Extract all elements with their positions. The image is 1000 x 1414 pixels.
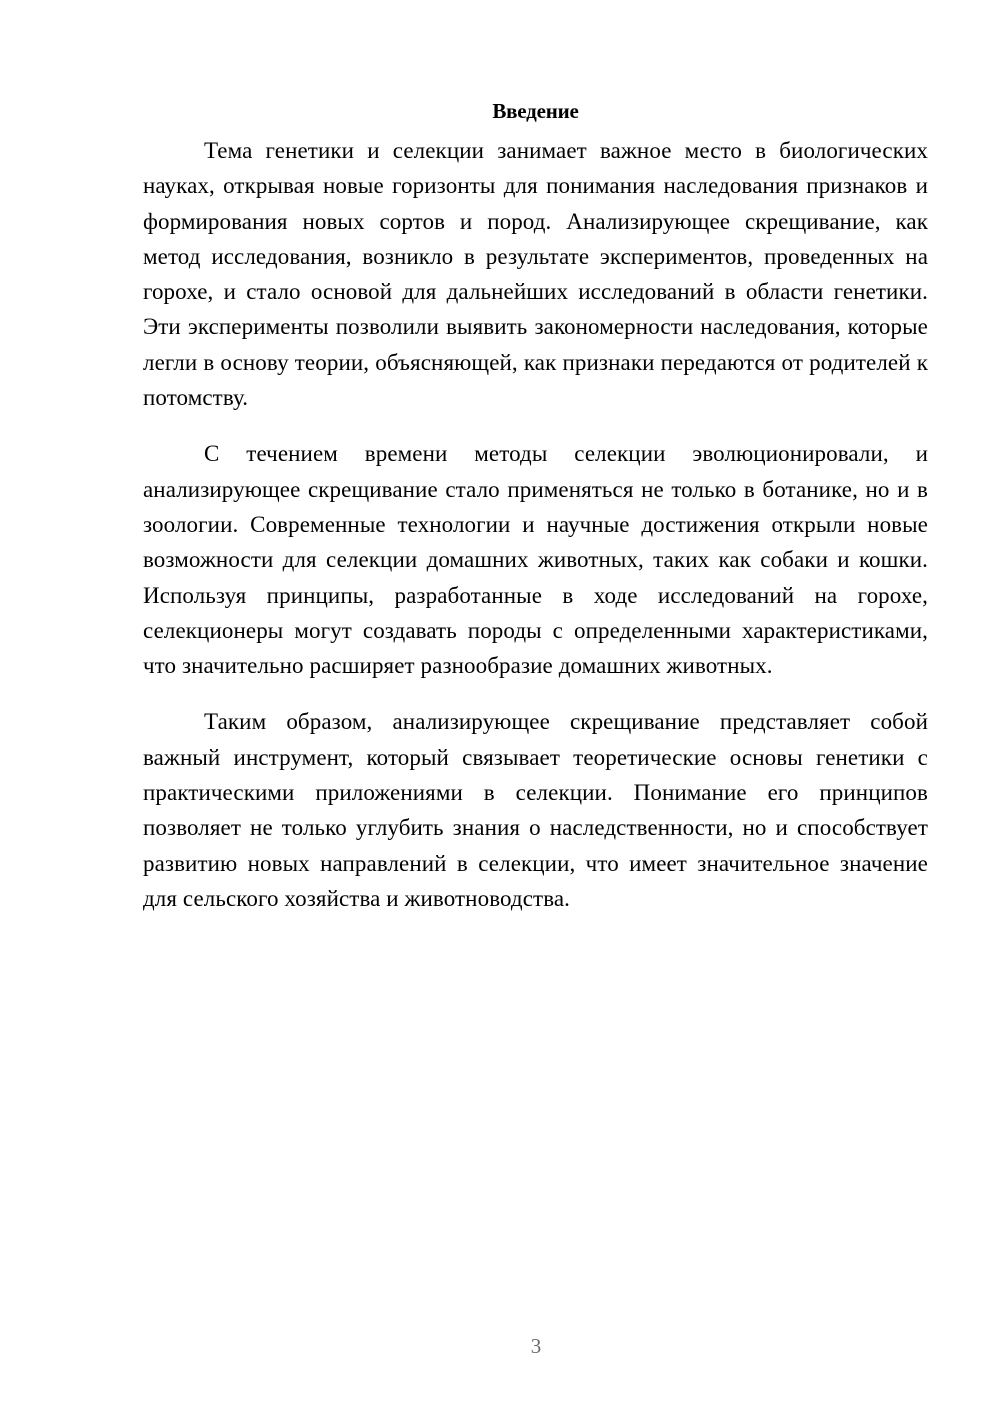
section-title: Введение bbox=[492, 99, 579, 123]
page-number: 3 bbox=[530, 1334, 542, 1358]
paragraph-3: Таким образом, анализирующее скрещивание представляет собой важный инструмент, который связывает теоретические основы генетики с практическими приложениями в селекции. Понимание его принципов позволяет не только углубить знания о наследственности, но и способствует развитию новых направлений в селекции, что имеет значительное значение для сельского хозяйства и животноводства. bbox=[143, 709, 928, 911]
page-content bbox=[143, 95, 928, 916]
paragraph-1: Тема генетики и селекции занимает важное место в биологических науках, открывая новые горизонты для понимания наследования признаков и формирования новых сортов и пород. Анализирующее скрещивание, как метод исследования, возникло в результате экспериментов, проведенных на горохе, и стало основой для дальнейших исследований в области генетики. Эти эксперименты позволили выявить закономерности наследования, которые легли в основу теории, объясняющей, как признаки передаются от родителей к потомству. bbox=[143, 138, 928, 411]
paragraph-2: С течением времени методы селекции эволюционировали, и анализирующее скрещивание стало применяться не только в ботанике, но и в зоологии. Современные технологии и научные достижения открыли новые возможности для селекции домашних животных, таких как собаки и кошки. Используя принципы, разработанные в ходе исследований на горохе, селекционеры могут создавать породы с определенными характеристиками, что значительно расширяет разнообразие домашних животных. bbox=[143, 441, 928, 679]
